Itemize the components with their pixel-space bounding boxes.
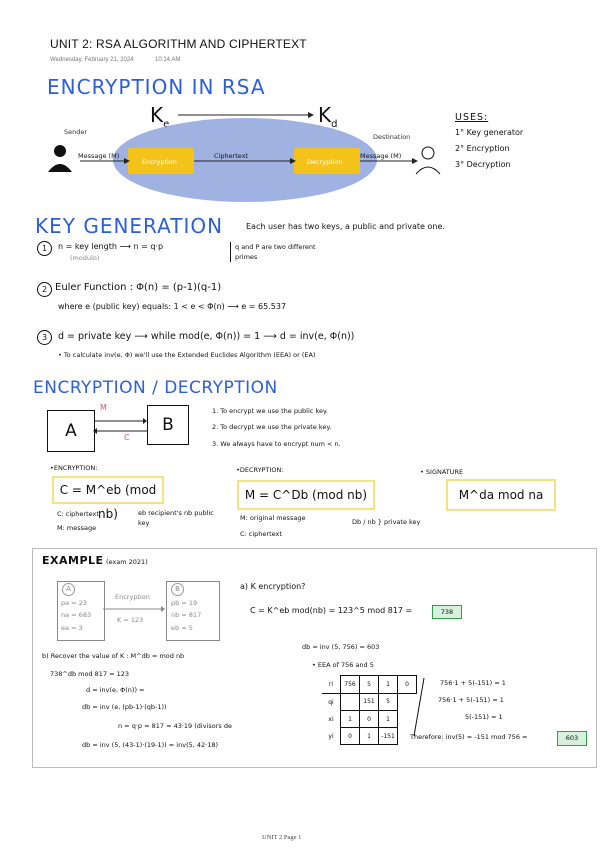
step-2-text: Euler Function : Φ(n) = (p-1)(q-1) [55,282,222,293]
eea-cell: 0 [341,728,360,745]
key-arrow-head [308,112,314,118]
box-a: A [47,410,95,452]
decryption-box-label: Decryption [307,158,343,166]
example-b-pb: pb = 19 [171,599,198,607]
box-b: B [147,405,189,445]
decryption-title: •DECRYPTION: [236,466,284,474]
example-qb: b) Recover the value of K : M^db = mod nb [42,652,185,660]
sender-icon [54,145,66,157]
example-qa-formula: C = K^eb mod(nb) = 123^5 mod 817 = [250,606,413,615]
enc-dec-note-1: 1. To encrypt we use the public key. [212,407,328,415]
enc-legend-c: C: ciphertext [57,510,99,518]
dec-legend-m: M: original message [240,514,306,522]
example-qb-line-4: n = q·p = 817 = 43·19 (divisors de [118,722,232,730]
eea-cell: 0 [360,711,379,728]
example-therefore: Therefore: inv(5) = -151 mod 756 = [410,733,528,741]
example-db-eq: db = inv (5, 756) = 603 [302,643,380,651]
page-footer: UNIT 2 Page 1 [262,834,302,841]
step-2-number: 2 [37,282,52,297]
example-therefore-answer: 603 [557,731,587,746]
example-b-nb: nb = 817 [171,611,202,619]
example-qa-answer: 738 [432,605,462,619]
example-b-eb: eb = 5 [171,624,193,632]
eea-row [322,693,417,711]
encryption-formula: C = M^eb (mod nb) [52,476,164,504]
uses-item-3: 3° Decryption [455,160,511,169]
ke-label: $K_e$ [150,103,170,130]
eea-cell: qi [322,693,341,711]
eea-cell: 1 [360,728,379,745]
step-1-number: 1 [37,241,52,256]
eea-slash [412,676,426,738]
eea-table [322,675,417,745]
enc-dec-note-3: 3. We always have to encrypt num < n. [212,440,341,448]
page-time: 10:14 AM [155,57,181,63]
eea-work-2: 756·1 + 5(-151) = 1 [438,696,504,704]
eea-header-row [322,676,417,694]
example-subtitle: (exam 2021) [106,558,148,566]
enc-legend-m: M: message [57,524,97,532]
enc-legend-right: eb recipient's nb public key [138,509,214,527]
example-arrow [103,605,165,613]
eea-row [322,711,417,728]
eea-cell: -151 [379,728,398,745]
eea-cell: 151 [360,693,379,711]
eea-cell: 1 [379,676,398,694]
section-heading-enc-dec: ENCRYPTION / DECRYPTION [33,378,278,398]
example-qb-line-1: 738^db mod 817 = 123 [50,670,130,678]
section-heading-key-generation: KEY GENERATION [35,214,224,238]
eea-cell: 5 [360,676,379,694]
eea-cell: xi [322,711,341,728]
example-a-label: A [62,583,75,596]
uses-item-2: 2° Encryption [455,144,510,153]
encryption-title: •ENCRYPTION: [50,464,98,472]
example-qa: a) K encryption? [240,582,306,591]
step-2-where: where e (public key) equals: 1 < e < Φ(n) ⟶ e = 65.537 [58,302,287,311]
dec-legend-right: Db / nb } private key [352,518,421,526]
example-qb-line-3: db = inv (e, (pb-1)·(qb-1)) [82,703,167,711]
destination-label: Destination [373,133,411,141]
key-generation-intro: Each user has two keys, a public and private one. [246,222,445,231]
destination-icon [422,147,434,159]
example-eea-title: • EEA of 756 and 5 [312,661,374,669]
step-1-brace-note: q and P are two different primes [230,242,320,262]
example-b-label: B [171,583,184,596]
eea-cell: 1 [341,711,360,728]
kd-label: $K_d$ [318,103,338,130]
eea-work-1: 756·1 + 5(-151) = 1 [440,679,506,687]
message-out-label: Message (M) [360,152,402,160]
sender-label: Sender [64,128,88,136]
example-qb-line-5: db = inv (5, (43-1)·(19-1)) = inv(5, 42·18) [82,741,219,749]
step-1-text: n = key length ⟶ n = q·p [58,242,164,251]
encryption-box-label: Encryption [142,158,177,166]
signature-title: • SIGNATURE [420,468,464,476]
uses-item-1: 1° Key generator [455,128,524,137]
eea-work-3: 5(-151) = 1 [465,713,503,721]
eea-cell: yi [322,728,341,745]
arrow-c-label: C [124,433,130,442]
example-a-na: na = 683 [61,611,92,619]
step-1-note: (modulo) [70,254,100,262]
signature-formula: M^da mod na [446,479,556,511]
example-arrow-top: Encryption [115,593,150,601]
step-3-number: 3 [37,330,52,345]
example-title: EXAMPLE [42,554,104,567]
page-title: UNIT 2: RSA ALGORITHM AND CIPHERTEXT [50,37,307,51]
eea-row [322,728,417,745]
ciphertext-label: Ciphertext [214,152,249,160]
message-in-label: Message (M) [78,152,120,160]
section-heading-encryption-rsa: ENCRYPTION IN RSA [47,75,266,99]
step-3-note: • To calculate inv(e, Φ) we'll use the Extended Euclides Algorithm (EEA) or (EA) [58,351,316,359]
example-a-ea: ea = 3 [61,624,83,632]
eea-cell: 756 [341,676,360,694]
uses-title: USES: [455,112,489,123]
eea-cell: 1 [379,711,398,728]
ab-arrows [93,412,147,442]
example-a-pa: pa = 23 [61,599,87,607]
arrow-m-label: M [100,403,107,412]
eea-cell [341,693,360,711]
step-3-text: d = private key ⟶ while mod(e, Φ(n)) = 1 ⟶ d = inv(e, Φ(n)) [58,331,355,342]
dec-legend-c: C: ciphertext [240,530,282,538]
eea-cell: ri [322,676,341,694]
enc-dec-note-2: 2. To decrypt we use the private key. [212,423,332,431]
decryption-formula: M = C^Db (mod nb) [237,480,375,510]
page-date: Wednesday, February 21, 2024 [50,57,134,63]
example-qb-line-2: d = inv(e, Φ(n)) = [86,686,145,694]
eea-cell: 5 [379,693,398,711]
example-arrow-bottom: K = 123 [117,616,144,624]
eea-cell: 0 [398,676,417,694]
